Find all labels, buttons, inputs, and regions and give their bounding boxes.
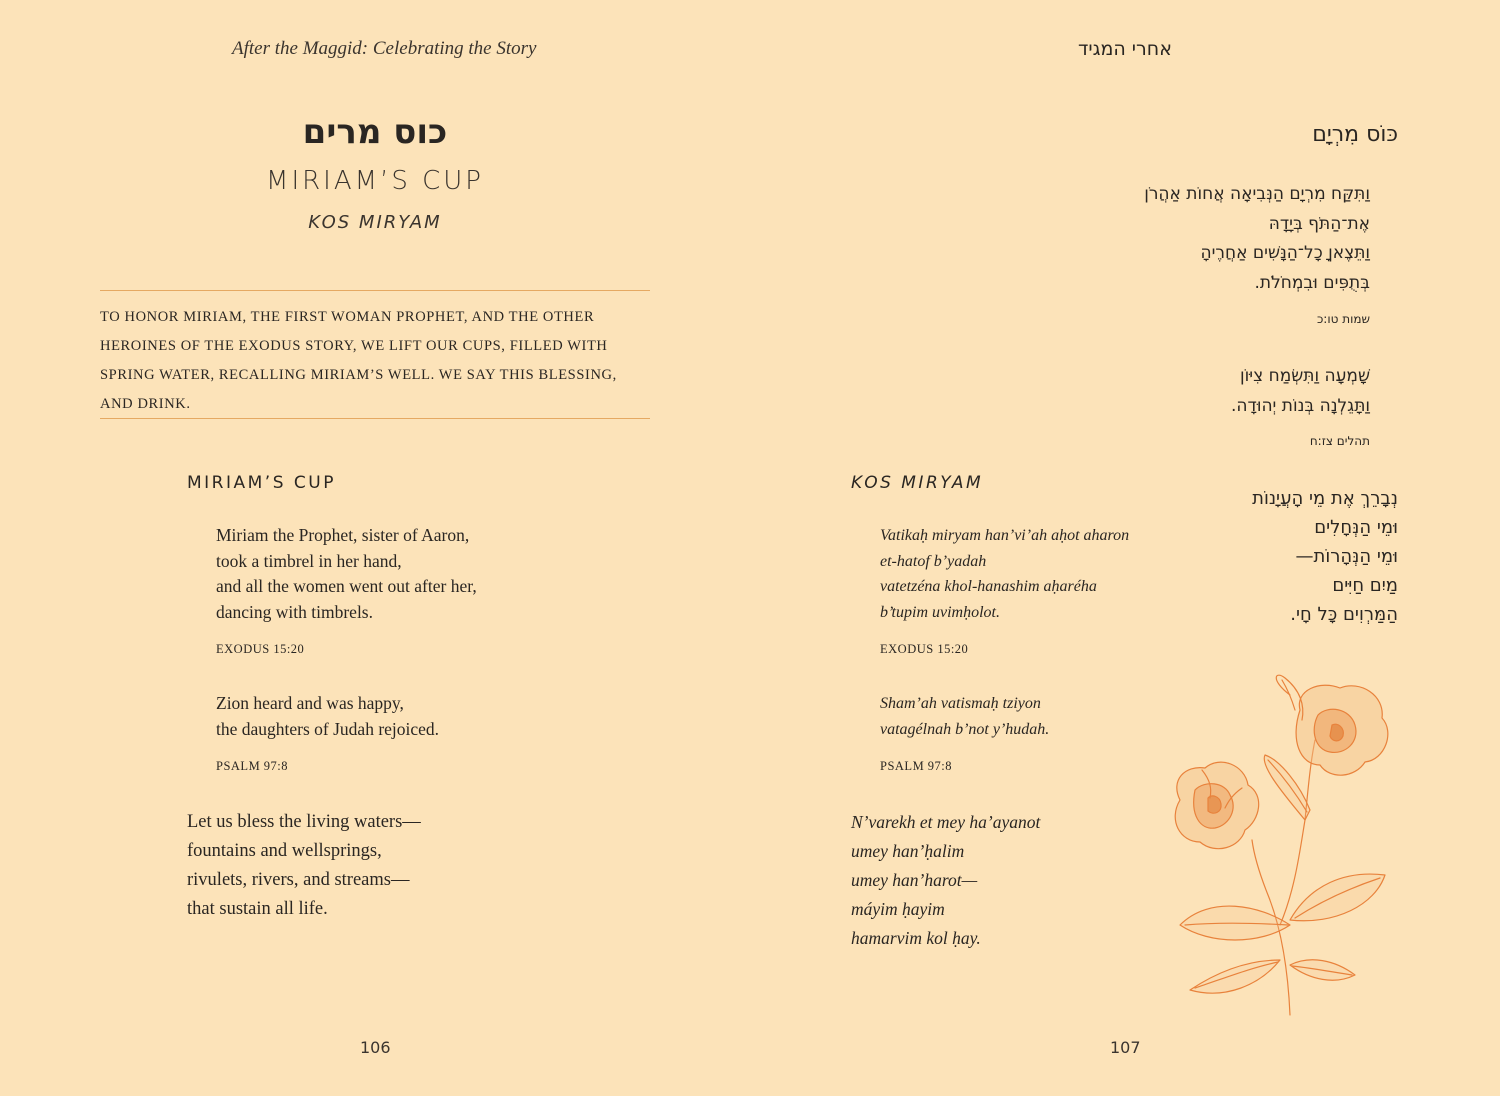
- blessing-line: מַיִם חַיִּים: [1332, 575, 1398, 596]
- page-number-left: 106: [360, 1038, 391, 1057]
- blessing-hebrew: [1252, 484, 1398, 629]
- hebrew-title: כּוֹס מִרְיָם: [1312, 122, 1398, 147]
- verse-line: vatetzéna khol-hanashim aḥaréha: [880, 578, 1097, 595]
- verse-line: dancing with timbrels.: [216, 601, 373, 622]
- blessing-line: hamarvim kol ḥay.: [851, 928, 981, 948]
- citation-exodus-hebrew: שמות טו:כ: [1316, 312, 1370, 326]
- blessing-line: that sustain all life.: [187, 899, 328, 919]
- verse-line: et-hatof b’yadah: [880, 552, 987, 570]
- citation-psalm-hebrew: תהלים צז:ח: [1309, 434, 1370, 448]
- running-head-right: אחרי המגיד: [1078, 38, 1172, 60]
- verse-line: בְּתֻפִּים וּבִמְחֹלֹת.: [1254, 272, 1370, 293]
- verse-line: b’tupim uvimḥolot.: [880, 603, 1000, 621]
- blessing-line: הַמַּרְוִים כָּל חָי.: [1290, 604, 1398, 625]
- verse-exodus-english: [216, 523, 477, 625]
- page-title-transliteration: KOS MIRYAM: [308, 212, 442, 233]
- verse-line: וַתָּגֵלְנָה בְּנוֹת יְהוּדָה.: [1231, 395, 1370, 416]
- page-title-hebrew: כוס מרים: [302, 112, 448, 152]
- blessing-line: Let us bless the living waters—: [187, 812, 421, 832]
- verse-exodus-hebrew: [1144, 180, 1370, 298]
- blessing-line: N’varekh et mey ha’ayanot: [851, 812, 1041, 832]
- section-heading-transliteration: KOS MIRYAM: [851, 473, 984, 493]
- verse-psalm-transliteration: [880, 691, 1049, 742]
- verse-line: וַתֵּצֶאןָ כָל־הַנָּשִׁים אַחֲרֶיהָ: [1200, 243, 1370, 263]
- blessing-english: [187, 808, 421, 924]
- page-title-english: MIRIAM’S CUP: [266, 166, 484, 196]
- blessing-line: rivulets, rivers, and streams—: [187, 870, 410, 890]
- divider-top: [100, 290, 650, 291]
- blessing-line: umey han’harot—: [851, 870, 978, 890]
- blessing-line: máyim ḥayim: [851, 899, 945, 919]
- verse-line: and all the women went out after her,: [216, 576, 477, 596]
- blessing-transliteration: [851, 808, 1040, 953]
- verse-line: וַתִּקַּח מִרְיָם הַנְּבִיאָה אֲחוֹת אַהֲרֹן: [1144, 184, 1370, 204]
- verse-line: Vatikaḥ miryam han’vi’ah aḥot aharon: [880, 527, 1130, 544]
- verse-psalm-english: [216, 691, 439, 742]
- divider-bottom: [100, 418, 650, 419]
- citation-psalm: PSALM 97:8: [216, 759, 289, 773]
- blessing-line: נְבָרֵךְ אֶת מֵי הָעֲיָנוֹת: [1252, 488, 1398, 509]
- verse-line: the daughters of Judah rejoiced.: [216, 718, 440, 739]
- verse-line: took a timbrel in her hand,: [216, 550, 402, 571]
- page-number-right: 107: [1110, 1038, 1141, 1057]
- verse-line: Zion heard and was happy,: [216, 693, 404, 713]
- verse-line: Sham’ah vatismaḥ tziyon: [880, 695, 1041, 712]
- citation-exodus: EXODUS 15:20: [216, 642, 305, 656]
- citation-psalm-translit: PSALM 97:8: [880, 759, 953, 773]
- verse-line: vatagélnah b’not y’hudah.: [880, 720, 1050, 738]
- verse-line: שָׁמְעָה וַתִּשְׂמַח צִיּוֹן: [1240, 366, 1370, 386]
- citation-exodus-translit: EXODUS 15:20: [880, 642, 969, 656]
- running-head-left: After the Maggid: Celebrating the Story: [232, 38, 537, 59]
- intro-text: TO HONOR MIRIAM, THE FIRST WOMAN PROPHET, AND THE OTHER HEROINES OF THE EXODUS STORY, WE LIFT OUR CUPS, FILLED WITH SPRING WATER, RECALLING MIRIAM’S WELL. WE SAY THIS BLESSING, AND DRINK.: [100, 309, 617, 412]
- blessing-line: fountains and wellsprings,: [187, 841, 382, 861]
- blessing-line: umey han’ḥalim: [851, 841, 965, 861]
- blessing-line: וּמֵי הַנְּהָרוֹת—: [1295, 546, 1398, 567]
- verse-exodus-transliteration: [880, 523, 1129, 625]
- section-heading-english: MIRIAM’S CUP: [187, 473, 336, 493]
- blessing-line: וּמֵי הַנְּחָלִים: [1314, 517, 1398, 538]
- verse-line: אֶת־הַתֹּף בְּיָדָהּ: [1268, 213, 1370, 234]
- verse-psalm-hebrew: [1231, 362, 1370, 421]
- verse-line: Miriam the Prophet, sister of Aaron,: [216, 525, 470, 545]
- flower-illustration: [1150, 670, 1410, 1030]
